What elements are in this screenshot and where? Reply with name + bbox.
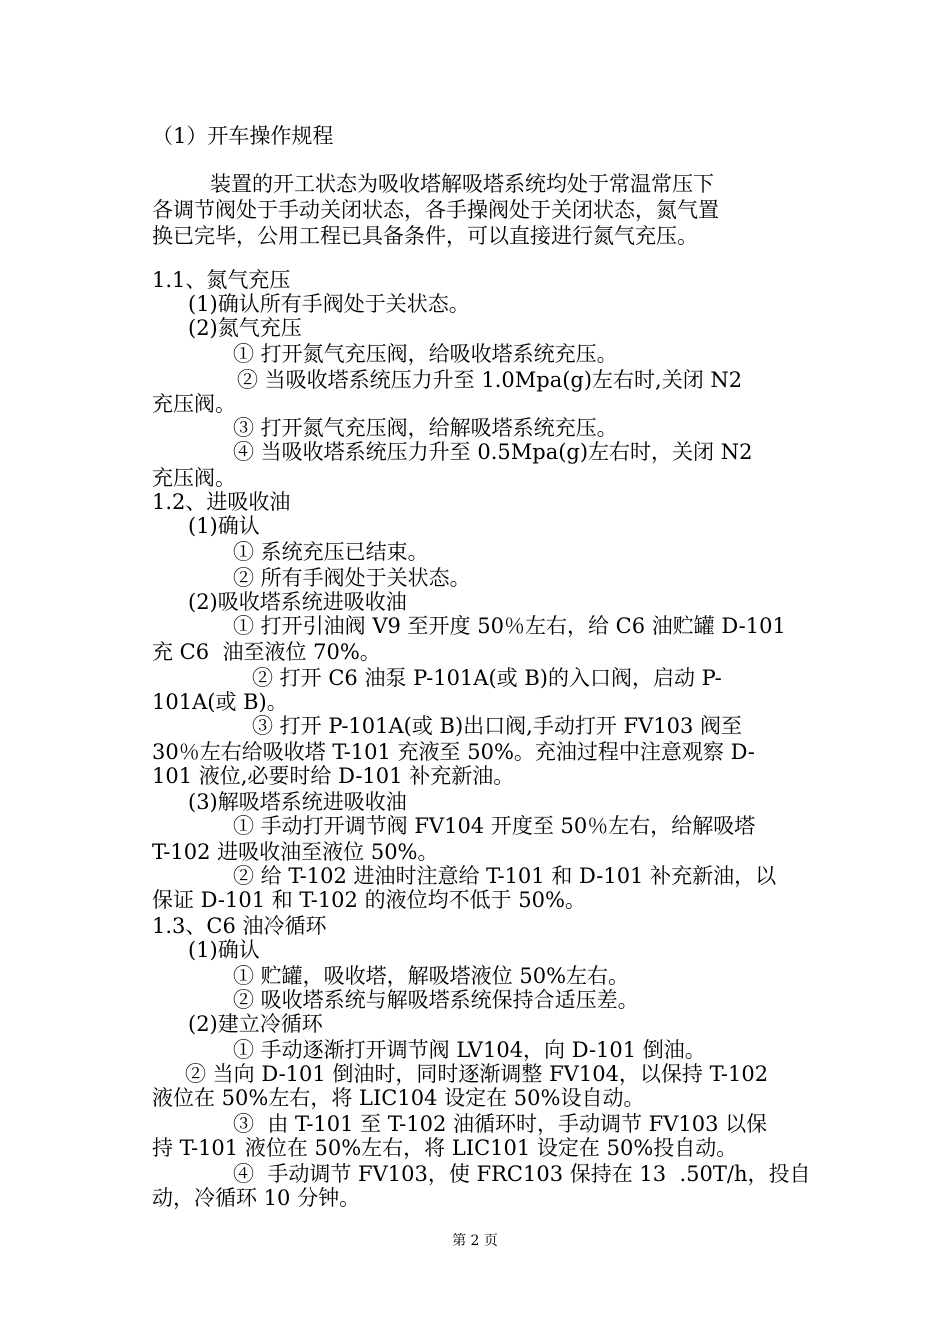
text-line: ② 当向 D-101 倒油时，同时逐渐调整 FV104，以保持 T-102: [185, 1062, 769, 1086]
text-line: ① 打开氮气充压阀，给吸收塔系统充压。: [233, 342, 618, 366]
heading-1-1: 1.1、氮气充压: [152, 268, 291, 292]
page-number: 第 2 页: [452, 1233, 498, 1249]
text-line: ① 手动逐渐打开调节阀 LV104，向 D-101 倒油。: [233, 1038, 706, 1062]
text-line: (1)确认: [188, 514, 260, 538]
text-line: 充压阀。: [152, 392, 236, 416]
text-line: ① 贮罐，吸收塔，解吸塔液位 50%左右。: [233, 964, 630, 988]
text-line: ③ 由 T-101 至 T-102 油循环时，手动调节 FV103 以保: [233, 1112, 768, 1136]
text-line: 保证 D-101 和 T-102 的液位均不低于 50%。: [152, 888, 586, 912]
intro-line-1: 装置的开工状态为吸收塔解吸塔系统均处于常温常压下: [210, 172, 714, 196]
text-line: (2)吸收塔系统进吸收油: [188, 590, 407, 614]
text-line: T-102 进吸收油至液位 50%。: [152, 840, 439, 864]
text-line: (3)解吸塔系统进吸收油: [188, 790, 407, 814]
text-line: ④ 当吸收塔系统压力升至 0.5Mpa(g)左右时，关闭 N2: [233, 440, 753, 464]
heading-1-3: 1.3、C6 油冷循环: [152, 914, 327, 938]
text-line: 充压阀。: [152, 466, 236, 490]
text-line: 101A(或 B)。: [152, 690, 288, 714]
intro-line-2: 各调节阀处于手动关闭状态，各手操阀处于关闭状态，氮气置: [152, 198, 719, 222]
text-line: 101 液位,必要时给 D-101 补充新油。: [152, 764, 515, 788]
text-line: 30％左右给吸收塔 T-101 充液至 50%。充油过程中注意观察 D-: [152, 740, 755, 764]
text-line: ④ 手动调节 FV103，使 FRC103 保持在 13 .50T/h，投自: [233, 1162, 811, 1186]
text-line: ③ 打开氮气充压阀，给解吸塔系统充压。: [233, 416, 618, 440]
text-line: 液位在 50%左右，将 LIC104 设定在 50%设自动。: [152, 1086, 645, 1110]
text-line: 动，冷循环 10 分钟。: [152, 1186, 361, 1210]
section-title: （1）开车操作规程: [152, 124, 334, 148]
text-line: ② 打开 C6 油泵 P-101A(或 B)的入口阀，启动 P-: [252, 666, 722, 690]
text-line: (2)建立冷循环: [188, 1012, 323, 1036]
text-line: (2)氮气充压: [188, 316, 302, 340]
text-line: ① 手动打开调节阀 FV104 开度至 50％左右，给解吸塔: [233, 814, 756, 838]
text-line: ② 当吸收塔系统压力升至 1.0Mpa(g)左右时,关闭 N2: [237, 368, 743, 392]
text-line: ① 系统充压已结束。: [233, 540, 429, 564]
text-line: ② 给 T-102 进油时注意给 T-101 和 D-101 补充新油，以: [233, 864, 777, 888]
text-line: ② 所有手阀处于关状态。: [233, 566, 471, 590]
text-line: (1)确认所有手阀处于关状态。: [188, 292, 470, 316]
intro-line-3: 换已完毕，公用工程已具备条件，可以直接进行氮气充压。: [152, 224, 698, 248]
heading-1-2: 1.2、进吸收油: [152, 490, 291, 514]
text-line: (1)确认: [188, 938, 260, 962]
text-line: 充 C6 油至液位 70%。: [152, 640, 381, 664]
text-line: ③ 打开 P-101A(或 B)出口阀,手动打开 FV103 阀至: [252, 714, 743, 738]
text-line: ① 打开引油阀 V9 至开度 50％左右，给 C6 油贮罐 D-101: [233, 614, 786, 638]
text-line: 持 T-101 液位在 50%左右，将 LIC101 设定在 50%投自动。: [152, 1136, 738, 1160]
text-line: ② 吸收塔系统与解吸塔系统保持合适压差。: [233, 988, 639, 1012]
